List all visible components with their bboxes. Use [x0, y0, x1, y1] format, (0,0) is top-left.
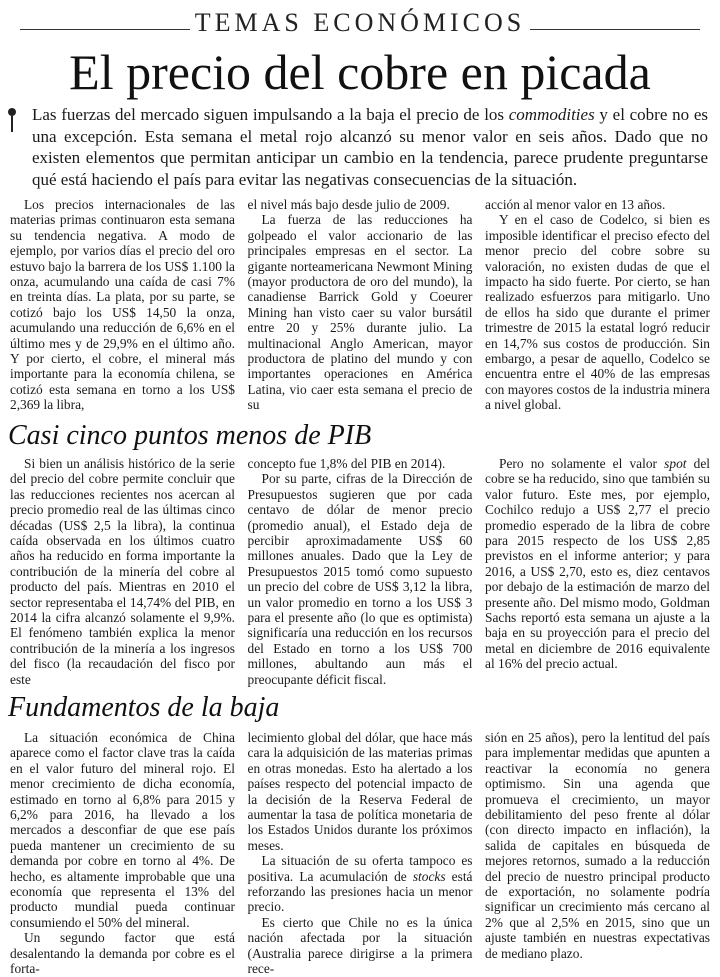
- paragraph: La situación económica de China aparece como el factor clave tras la caída en el valor futuro del mineral rojo. El menor crecimiento de dicha economía, estimado en torno al 6,8% para 2015 y 6,2% para 2016, ha llevado a los mercados a desconfiar de que ese país pueda mantener un crecimiento de su demanda por cobre en torno al 4%. De hecho, es altamente improbable que una economía que representa el 13% del producto mundial pueda continuar consumiendo el 50% del mineral.: [10, 730, 235, 930]
- kicker-rule-right: [530, 29, 700, 30]
- text-emphasis: spot: [664, 456, 687, 471]
- section3-column-3: [485, 730, 710, 977]
- section2-column-3: [485, 456, 710, 687]
- paragraph: [485, 456, 710, 672]
- section2-column-2: [248, 456, 473, 687]
- section2-column-1: [10, 456, 235, 687]
- paragraph: Y en el caso de Codelco, si bien es imposible identificar el preciso efecto del menor precio del cobre sobre su valoración, no existen dudas de que el impacto ha sido fuerte. Por cierto, se han realizado esfuerzos para mitigarlo. Uno de ellos ha sido que durante el primer trimestre de 2015 la estatal logró reducir en 14,7% sus costos de producción. Sin embargo, a pesar de aquello, Codelco se encuentra entre el 40% de las empresas con mayores costos de la industria minera a nivel global.: [485, 212, 710, 413]
- paragraph: [248, 853, 473, 915]
- paragraph: sión en 25 años), pero la lentitud del país para implementar medidas que apunten a reactivar la economía no genera optimismo. Sin una agenda que promueva el crecimiento, un mayor debilitamiento del peso frente al dólar (con directo impacto en inflación), la salida de capitales en búsqueda de mejores retornos, sumado a la reducción del precio de nuestro principal producto de exportación, no solamente podría significar un crecimiento más cercano al 2% que al 2,5% en 2015, sino que un ajuste también en nuestras expectativas de mediano plazo.: [485, 730, 710, 961]
- section1-column-1: [10, 197, 235, 413]
- lead-text-emphasis: commodities: [508, 105, 595, 124]
- section3-column-2: [248, 730, 473, 977]
- section3-column-1: [10, 730, 235, 977]
- lead-paragraph: [32, 104, 708, 190]
- paragraph: Un segundo factor que está desalentando la demanda por cobre es el forta-: [10, 930, 235, 977]
- paragraph: acción al menor valor en 13 años.: [485, 197, 666, 212]
- kicker-rule-left: [20, 29, 190, 30]
- text-span: está reforzando las presiones hacia un menor precio.: [247, 868, 473, 915]
- lead-bullet-stem: [11, 116, 13, 132]
- section1-column-2: [248, 197, 473, 413]
- paragraph: Los precios internacionales de las materias primas continuaron esta semana su tendencia negativa. A modo de ejemplo, por varios días el precio del oro estuvo bajo la barrera de los US$ 1.100 la onza, acumulando una caída de casi 7% en treinta días. La plata, por su parte, se cotizó bajo los US$ 14,50 la onza, acumulando una reducción de 6,6% en el último mes y de 29,9% en el último año. Y por cierto, el cobre, el mineral más importante para la economía chilena, se cotizó esta semana en torno a los US$ 2,369 la libra,: [10, 197, 235, 413]
- section1-column-3: [485, 197, 710, 413]
- headline: El precio del cobre en picada: [69, 44, 651, 100]
- paragraph: Por su parte, cifras de la Dirección de Presupuestos sugieren que por cada centavo de dólar de menor precio (promedio anual), el Estado deja de percibir aproximadamente US$ 60 millones anuales. Dado que la Ley de Presupuestos 2015 tomó como supuesto un precio del cobre de US$ 3,12 la libra, un valor promedio en torno a los US$ 3 para el presente año (lo que es optimista) significaría una reducción en los recursos del Estado en torno a los US$ 700 millones, abultando aun más el preocupante déficit fiscal.: [247, 471, 473, 687]
- lead-bullet-icon: [8, 108, 16, 116]
- section1-columns: [10, 197, 710, 413]
- paragraph: Es cierto que Chile no es la única nación afectada por la situación (Australia parece dirigirse a la primera rece-: [247, 914, 473, 977]
- paragraph: lecimiento global del dólar, que hace más cara la adquisición de las materias primas en otras monedas. Esto ha alertado a los países respecto del potencial impacto de la decisión de la Reserva Federal de aumentar la tasa de política monetaria de los Estados Unidos durante los próximos meses.: [247, 730, 473, 853]
- paragraph: concepto fue 1,8% del PIB en 2014).: [247, 456, 446, 471]
- paragraph: el nivel más bajo desde julio de 2009.: [247, 197, 450, 212]
- section2-heading: Casi cinco puntos menos de PIB: [8, 420, 372, 451]
- section-kicker: TEMAS ECONÓMICOS: [194, 8, 526, 37]
- paragraph: Si bien un análisis histórico de la serie del precio del cobre permite concluir que las reducciones recientes nos acercan al precio promedio real de las últimas cinco décadas (US$ 2,5 la libra), la continua caída observada en los últimos cuatro años ha reducido en forma importante la contribución de la minería del cobre al producto del país. Mientras en 2010 el sector representaba el 14,74% del PIB, en 2014 la cifra alcanzó solamente el 9,9%. El fenómeno también explica la menor contribución de la minería a los ingresos del fisco (la recaudación del fisco por este: [10, 456, 235, 687]
- text-span: Pero no solamente el valor: [499, 456, 665, 471]
- section3-heading: Fundamentos de la baja: [8, 692, 280, 723]
- section2-columns: [10, 456, 710, 687]
- lead-text-end: y el cobre no es una excepción. Esta semana el metal rojo alcanzó su menor valor en seis años. Dado que no existen elementos que permitan anticipar un cambio en la tendencia, parece prudente preguntarse qué está haciendo el país para evitar las negativas consecuencias de la situación.: [32, 105, 708, 189]
- text-emphasis: stocks: [412, 868, 446, 884]
- lead-text-start: Las fuerzas del mercado siguen impulsando a la baja el precio de los: [32, 105, 509, 124]
- text-span: del cobre se ha reducido, sino que también su valor futuro. Este mes, por ejemplo, Cochilco redujo a US$ 2,77 el precio promedio esperado de la libra de cobre para 2015 respecto de los US$ 2,85 previstos en el informe anterior; y para 2016, a US$ 2,70, esto es, diez centavos por debajo de la estimación de marzo del presente año. Del mismo modo, Goldman Sachs reportó esta semana un ajuste a la baja en su proyección para el precio del metal en diciembre de 2016 equivalente al 16% del precio actual.: [485, 456, 710, 672]
- text-span: La situación de su oferta tampoco es positiva. La acumulación de: [247, 853, 473, 884]
- paragraph: La fuerza de las reducciones ha golpeado el valor accionario de las principales empresas en el sector. La gigante norteamericana Newmont Mining (mayor productora de oro del mundo), la canadiense Barrick Gold y Coeurer Mining han visto caer su valor bursátil entre 20 y 25% durante julio. La multinacional Anglo American, mayor productora de platino del mundo y con importantes operaciones en América Latina, vio caer esta semana el precio de su: [247, 212, 473, 413]
- section3-columns: [10, 730, 710, 977]
